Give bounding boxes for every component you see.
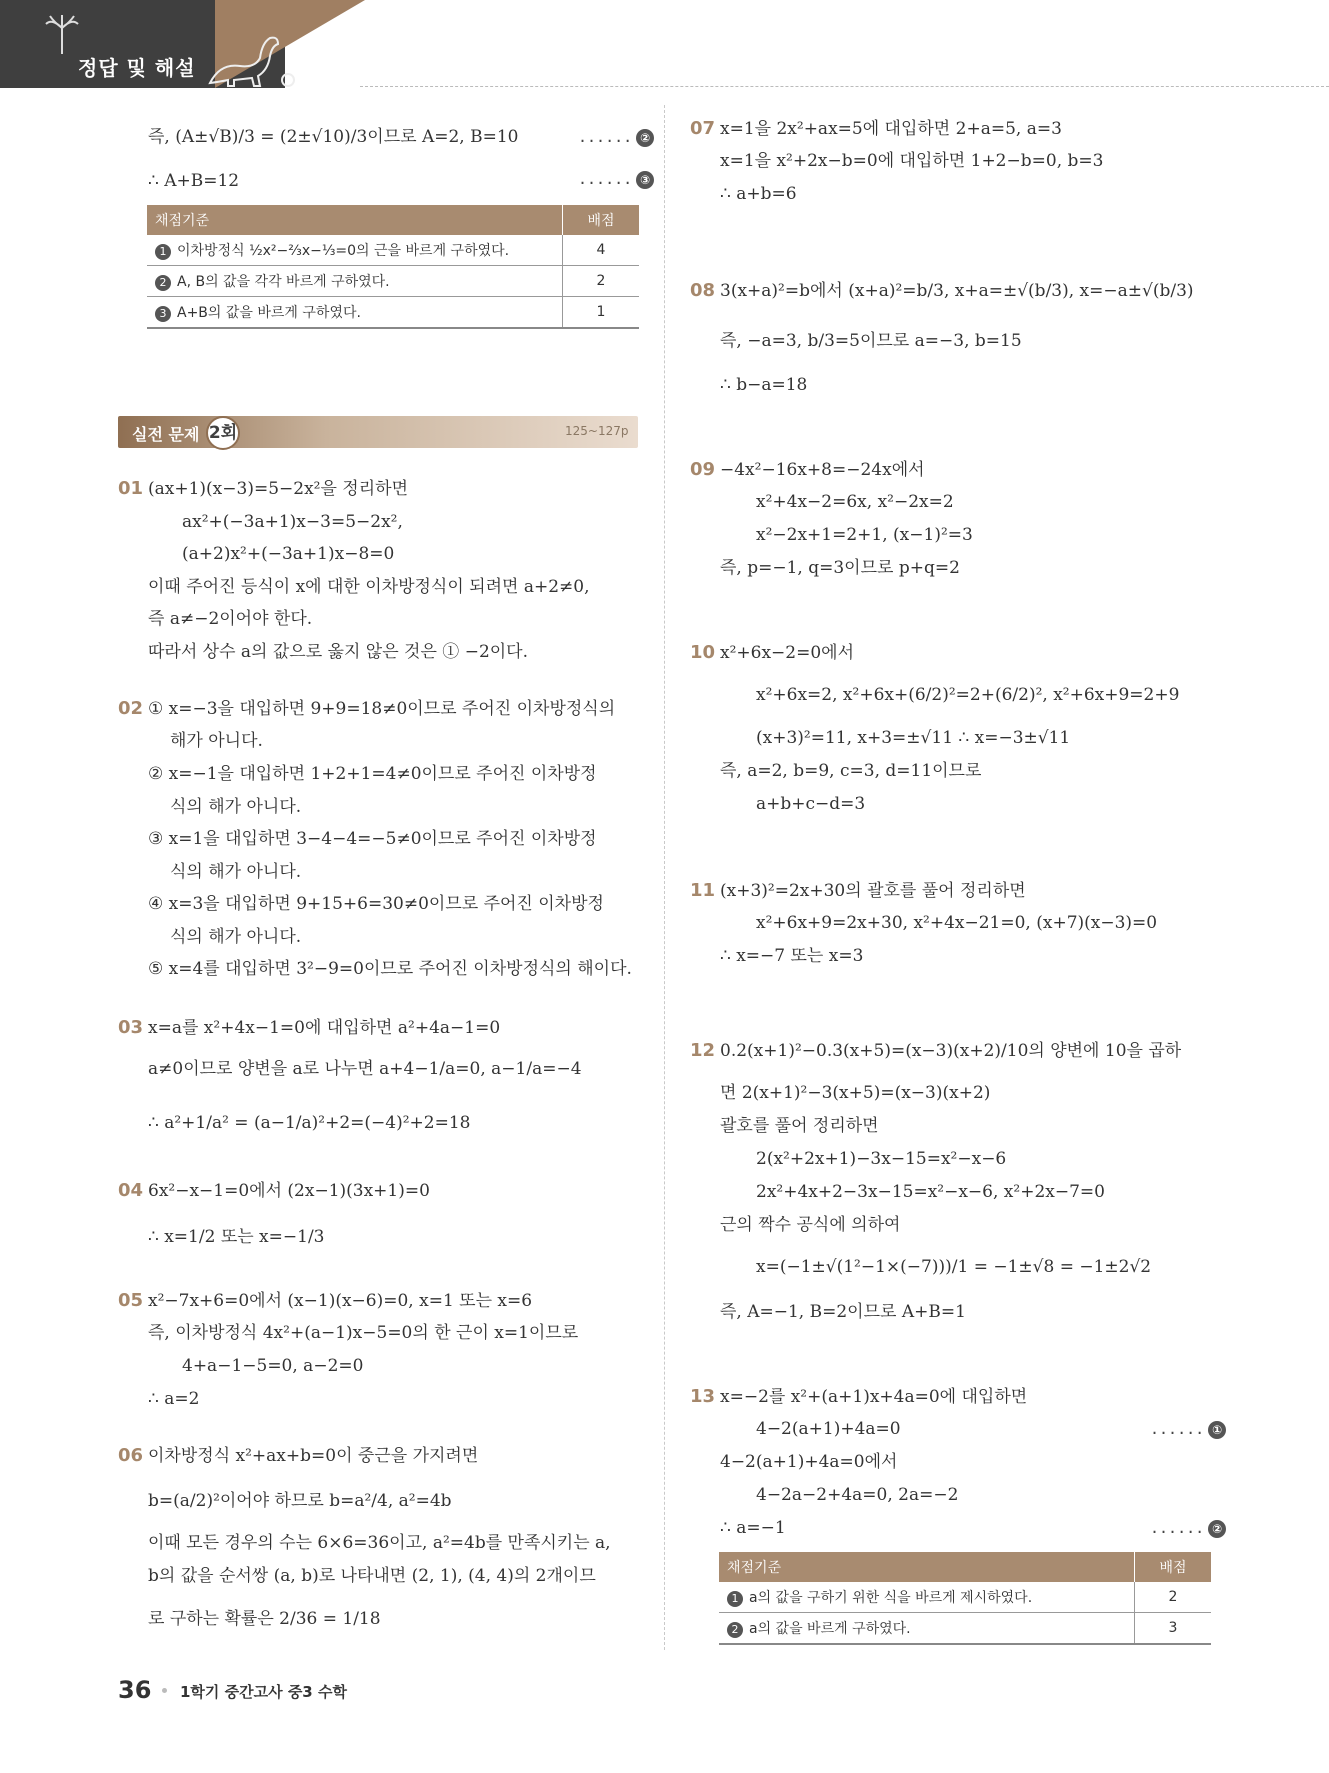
- solution-line: 즉, A=−1, B=2이므로 A+B=1: [720, 1302, 966, 1322]
- solution-line: 괄호를 풀어 정리하면: [720, 1116, 879, 1136]
- criteria-text: 이차방정식 ½x²−⅔x−⅓=0의 근을 바르게 구하였다.: [177, 243, 510, 259]
- solution-line: 4−2(a+1)+4a=0에서: [720, 1452, 898, 1472]
- header-divider: [360, 86, 1329, 87]
- solution-line: 이차방정식 x²+ax+b=0이 중근을 가지려면: [148, 1446, 479, 1466]
- solution-line: b=(a/2)²이어야 하므로 b=a²/4, a²=4b: [148, 1491, 452, 1511]
- solution-line: (x+3)²=11, x+3=±√11 ∴ x=−3±√11: [756, 728, 1071, 748]
- solution-line: 식의 해가 아니다.: [170, 797, 302, 817]
- problem-number: 01: [118, 478, 144, 499]
- score-mark-3: ...... ③: [578, 170, 654, 189]
- solution-line: (a+2)x²+(−3a+1)x−8=0: [182, 544, 395, 564]
- solution-line: 로 구하는 확률은 2/36 = 1/18: [148, 1609, 381, 1629]
- problem-number: 04: [118, 1180, 144, 1201]
- solution-line: ax²+(−3a+1)x−3=5−2x²,: [182, 512, 403, 532]
- section-page-range: 125~127p: [565, 424, 629, 438]
- solution-line: 따라서 상수 a의 값으로 옳지 않은 것은 ① −2이다.: [148, 642, 529, 662]
- solution-line: x=(−1±√(1²−1×(−7)))/1 = −1±√8 = −1±2√2: [756, 1257, 1152, 1277]
- problem-number: 02: [118, 698, 144, 719]
- solution-line: 면 2(x+1)²−3(x+5)=(x−3)(x+2): [720, 1083, 991, 1103]
- column-divider: [664, 105, 665, 1650]
- solution-line: 즉, −a=3, b/3=5이므로 a=−3, b=15: [720, 331, 1022, 351]
- points-value: 2: [1135, 1582, 1212, 1613]
- score-mark-2: ...... ②: [1150, 1519, 1226, 1538]
- palm-icon: [44, 14, 80, 54]
- problem-number: 06: [118, 1445, 144, 1466]
- solution-line: 즉 a≠−2이어야 한다.: [148, 609, 313, 629]
- solution-line: ③ x=1을 대입하면 3−4−4=−5≠0이므로 주어진 이차방정: [148, 829, 597, 849]
- solution-line: 6x²−x−1=0에서 (2x−1)(3x+1)=0: [148, 1181, 430, 1201]
- problem-number: 07: [690, 118, 716, 139]
- solution-line: x²+6x+9=2x+30, x²+4x−21=0, (x+7)(x−3)=0: [756, 913, 1158, 933]
- solution-line: ∴ x=−7 또는 x=3: [720, 946, 864, 966]
- solution-line: x²+6x=2, x²+6x+(6/2)²=2+(6/2)², x²+6x+9=2+9: [756, 685, 1180, 705]
- section-round-badge: 2회: [206, 416, 240, 450]
- problem-number: 08: [690, 280, 716, 301]
- score-header-criteria: 채점기준: [147, 205, 563, 235]
- solution-line: x=1을 x²+2x−b=0에 대입하면 1+2−b=0, b=3: [720, 151, 1104, 171]
- points-value: 4: [563, 235, 640, 266]
- solution-line: 3(x+a)²=b에서 (x+a)²=b/3, x+a=±√(b/3), x=−a±√(b/3): [720, 281, 1194, 301]
- criteria-text: a의 값을 바르게 구하였다.: [749, 1621, 911, 1637]
- solution-line: 4−2(a+1)+4a=0: [756, 1419, 901, 1439]
- table-row: [719, 1582, 1211, 1613]
- solution-line: x=−2를 x²+(a+1)x+4a=0에 대입하면: [720, 1387, 1028, 1407]
- solution-line: 0.2(x+1)²−0.3(x+5)=(x−3)(x+2)/10의 양변에 10을 곱하: [720, 1041, 1182, 1061]
- problem-number: 13: [690, 1386, 716, 1407]
- step-number: 2: [155, 275, 171, 291]
- table-row: [147, 235, 639, 266]
- solution-line: a≠0이므로 양변을 a로 나누면 a+4−1/a=0, a−1/a=−4: [148, 1059, 582, 1079]
- solution-line: 식의 해가 아니다.: [170, 927, 302, 947]
- solution-line: x²+6x−2=0에서: [720, 643, 855, 663]
- problem-number: 11: [690, 880, 716, 901]
- table-row: [147, 297, 639, 329]
- solution-line: −4x²−16x+8=−24x에서: [720, 460, 925, 480]
- solution-line: (ax+1)(x−3)=5−2x²을 정리하면: [148, 479, 408, 499]
- solution-line: a+b+c−d=3: [756, 794, 866, 814]
- problem-number: 09: [690, 459, 716, 480]
- solution-line: 이때 주어진 등식이 x에 대한 이차방정식이 되려면 a+2≠0,: [148, 577, 590, 597]
- solution-line: 4+a−1−5=0, a−2=0: [182, 1356, 364, 1376]
- score-header-criteria: 채점기준: [719, 1552, 1135, 1582]
- points-value: 3: [1135, 1613, 1212, 1645]
- criteria-text: A, B의 값을 각각 바르게 구하였다.: [177, 274, 390, 290]
- score-header-points: 배점: [563, 205, 640, 235]
- step-number: 2: [727, 1622, 743, 1638]
- solution-line: 식의 해가 아니다.: [170, 862, 302, 882]
- solution-line: x=1을 2x²+ax=5에 대입하면 2+a=5, a=3: [720, 119, 1062, 139]
- solution-line: 이때 모든 경우의 수는 6×6=36이고, a²=4b를 만족시키는 a,: [148, 1533, 611, 1553]
- footer-book-title: 1학기 중간고사 중3 수학: [180, 1683, 347, 1701]
- table-row: [147, 266, 639, 297]
- section-label: 실전 문제: [132, 425, 200, 444]
- step-number: 1: [155, 244, 171, 260]
- score-table-top: [147, 205, 639, 329]
- solution-line: 해가 아니다.: [170, 731, 263, 751]
- solution-line: ∴ b−a=18: [720, 375, 808, 395]
- solution-line: 2x²+4x+2−3x−15=x²−x−6, x²+2x−7=0: [756, 1182, 1105, 1202]
- solution-line: ⑤ x=4를 대입하면 3²−9=0이므로 주어진 이차방정식의 해이다.: [148, 959, 632, 979]
- left-top-line-1: 즉, (A±√B)/3 = (2±√10)/3이므로 A=2, B=10: [148, 127, 519, 147]
- solution-line: 2(x²+2x+1)−3x−15=x²−x−6: [756, 1149, 1007, 1169]
- solution-line: ④ x=3을 대입하면 9+15+6=30≠0이므로 주어진 이차방정: [148, 894, 604, 914]
- left-top-line-2: ∴ A+B=12: [148, 171, 240, 191]
- points-value: 1: [563, 297, 640, 329]
- solution-line: x²−7x+6=0에서 (x−1)(x−6)=0, x=1 또는 x=6: [148, 1291, 533, 1311]
- solution-line: (x+3)²=2x+30의 괄호를 풀어 정리하면: [720, 881, 1026, 901]
- page-number: 36: [118, 1676, 152, 1704]
- score-header-points: 배점: [1135, 1552, 1212, 1582]
- footer-separator: [162, 1688, 167, 1693]
- step-number: 1: [727, 1591, 743, 1607]
- solution-line: ∴ a+b=6: [720, 184, 797, 204]
- criteria-text: A+B의 값을 바르게 구하였다.: [177, 305, 361, 321]
- solution-line: 즉, 이차방정식 4x²+(a−1)x−5=0의 한 근이 x=1이므로: [148, 1323, 579, 1343]
- solution-line: ∴ a²+1/a² = (a−1/a)²+2=(−4)²+2=18: [148, 1113, 471, 1133]
- solution-line: ∴ a=2: [148, 1389, 200, 1409]
- solution-line: x=a를 x²+4x−1=0에 대입하면 a²+4a−1=0: [148, 1018, 501, 1038]
- problem-number: 12: [690, 1040, 716, 1061]
- solution-line: ∴ x=1/2 또는 x=−1/3: [148, 1227, 325, 1247]
- solution-line: 즉, p=−1, q=3이므로 p+q=2: [720, 558, 960, 578]
- solution-line: b의 값을 순서쌍 (a, b)로 나타내면 (2, 1), (4, 4)의 2개이므: [148, 1566, 596, 1586]
- score-mark-2: ...... ②: [578, 128, 654, 147]
- problem-number: 05: [118, 1290, 144, 1311]
- solution-line: x²−2x+1=2+1, (x−1)²=3: [756, 525, 973, 545]
- problem-number: 10: [690, 642, 716, 663]
- points-value: 2: [563, 266, 640, 297]
- step-number: 3: [155, 306, 171, 322]
- solution-line: 근의 짝수 공식에 의하여: [720, 1215, 901, 1235]
- solution-line: 4−2a−2+4a=0, 2a=−2: [756, 1485, 959, 1505]
- dinosaur-icon: [200, 28, 300, 88]
- solution-line: ① x=−3을 대입하면 9+9=18≠0이므로 주어진 이차방정식의: [148, 699, 616, 719]
- solution-line: x²+4x−2=6x, x²−2x=2: [756, 492, 954, 512]
- table-row: [719, 1613, 1211, 1645]
- solution-line: 즉, a=2, b=9, c=3, d=11이므로: [720, 761, 982, 781]
- criteria-text: a의 값을 구하기 위한 식을 바르게 제시하였다.: [749, 1590, 1033, 1606]
- score-table-bottom: [719, 1552, 1211, 1645]
- solution-line: ∴ a=−1: [720, 1518, 786, 1538]
- solution-line: ② x=−1을 대입하면 1+2+1=4≠0이므로 주어진 이차방정: [148, 764, 597, 784]
- score-mark-1: ...... ①: [1150, 1420, 1226, 1439]
- problem-number: 03: [118, 1017, 144, 1038]
- header-title: 정답 및 해설: [78, 56, 196, 80]
